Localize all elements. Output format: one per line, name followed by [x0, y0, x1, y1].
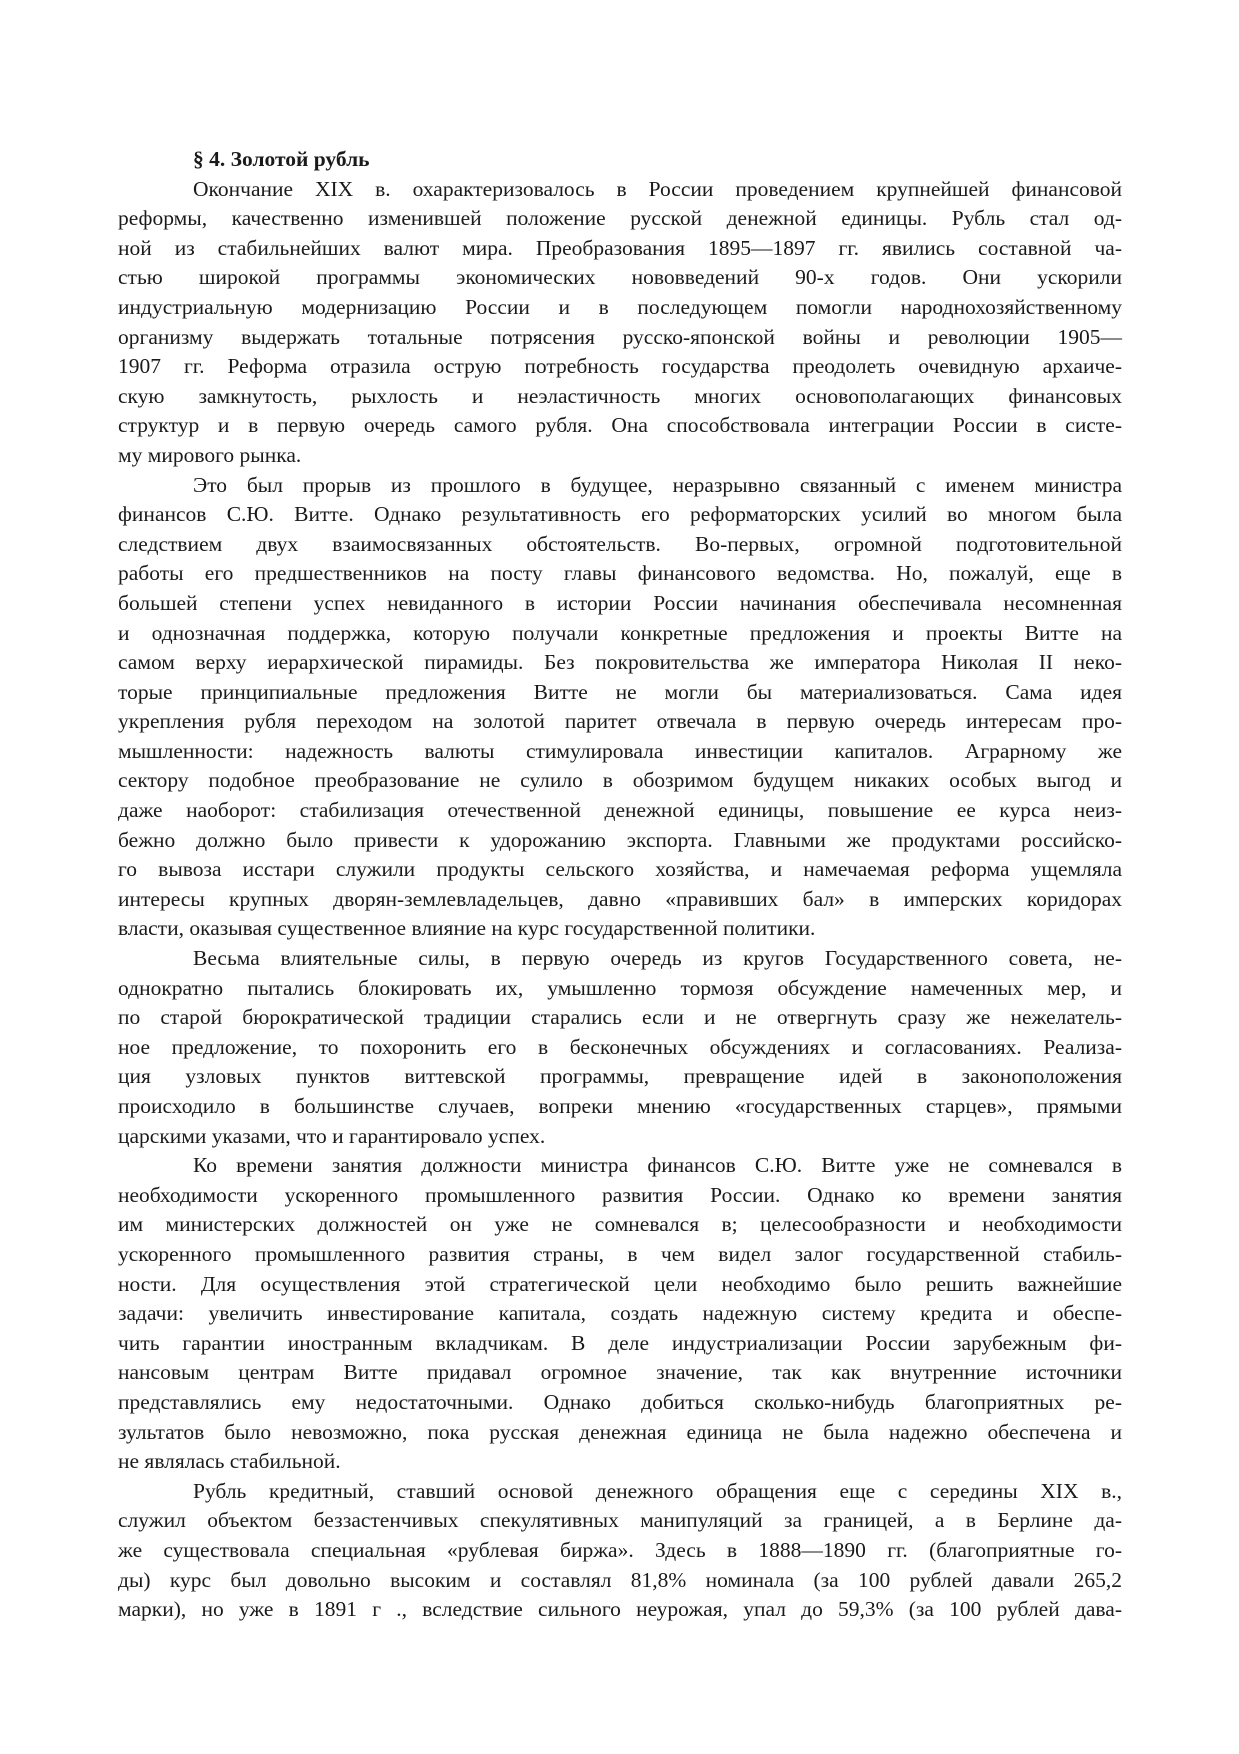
text-line: самом верху иерархической пирамиды. Без покровительства же императора Николая II неко-: [118, 650, 1122, 675]
document-page: [118, 145, 1122, 1625]
text-line: го вывоза исстари служили продукты сельского хозяйства, и намечаемая реформа ущемляла: [118, 857, 1122, 882]
text-line: власти, оказывая существенное влияние на курс государственной политики.: [118, 916, 816, 941]
section-heading: § 4. Золотой рубль: [193, 147, 370, 171]
text-line: работы его предшественников на посту главы финансового ведомства. Но, пожалуй, еще в: [118, 561, 1122, 586]
text-line: Весьма влиятельные силы, в первую очередь из кругов Государственного совета, не-: [193, 946, 1122, 971]
text-line: ды) курс был довольно высоким и составлял 81,8% номинала (за 100 рублей давали 265,2: [118, 1567, 1122, 1592]
text-line: следствием двух взаимосвязанных обстоятельств. Во-первых, огромной подготовительной: [118, 531, 1122, 556]
text-line: мышленности: надежность валюты стимулировала инвестиции капиталов. Аграрному же: [118, 738, 1122, 763]
text-line: Это был прорыв из прошлого в будущее, неразрывно связанный с именем министра: [193, 472, 1122, 497]
text-line: Рубль кредитный, ставший основой денежного обращения еще с середины XIX в.,: [193, 1478, 1122, 1503]
text-line: стью широкой программы экономических нововведений 90-х годов. Они ускорили: [118, 265, 1122, 290]
text-line: ной из стабильнейших валют мира. Преобразования 1895—1897 гг. явились составной ча-: [118, 235, 1122, 260]
text-line: им министерских должностей он уже не сомневался в; целесообразности и необходимости: [118, 1212, 1122, 1237]
text-line: торые принципиальные предложения Витте не могли бы материализоваться. Сама идея: [118, 679, 1122, 704]
text-line: финансов С.Ю. Витте. Однако результативность его реформаторских усилий во многом была: [118, 502, 1122, 527]
text-line: индустриальную модернизацию России и в последующем помогли народнохозяйственному: [118, 294, 1122, 319]
text-line: и однозначная поддержка, которую получали конкретные предложения и проекты Витте на: [118, 620, 1122, 645]
paragraph: [118, 1151, 1122, 1477]
text-line: служил объектом беззастенчивых спекулятивных манипуляций за границей, а в Берлине да-: [118, 1508, 1122, 1533]
text-line: однократно пытались блокировать их, умышленно тормозя обсуждение намеченных мер, и: [118, 975, 1122, 1000]
paragraph: [118, 471, 1122, 945]
text-line: ности. Для осуществления этой стратегической цели необходимо было решить важнейшие: [118, 1271, 1122, 1296]
text-line: скую замкнутость, рыхлость и неэластичность многих основополагающих финансовых: [118, 383, 1122, 408]
paragraph: [118, 1477, 1122, 1625]
text-line: зультатов было невозможно, пока русская денежная единица не была надежно обеспечена и: [118, 1419, 1122, 1444]
paragraph: [118, 944, 1122, 1151]
text-line: структур и в первую очередь самого рубля. Она способствовала интеграции России в систе-: [118, 413, 1122, 438]
text-line: необходимости ускоренного промышленного развития России. Однако ко времени занятия: [118, 1182, 1122, 1207]
text-line: чить гарантии иностранным вкладчикам. В деле индустриализации России зарубежным фи-: [118, 1330, 1122, 1355]
text-line: организму выдержать тотальные потрясения русско-японской войны и революции 1905—: [118, 324, 1122, 349]
text-line: нансовым центрам Витте придавал огромное значение, так как внутренние источники: [118, 1360, 1122, 1385]
text-line: ускоренного промышленного развития страны, в чем видел залог государственной стабиль-: [118, 1241, 1122, 1266]
text-line: не являлась стабильной.: [118, 1449, 341, 1474]
text-line: интересы крупных дворян-землевладельцев, давно «правивших бал» в имперских коридорах: [118, 886, 1122, 911]
body-text: [118, 175, 1122, 1625]
text-line: большей степени успех невиданного в истории России начинания обеспечивала несомненная: [118, 590, 1122, 615]
text-line: представлялись ему недостаточными. Однако добиться сколько-нибудь благоприятных ре-: [118, 1389, 1122, 1414]
text-line: укрепления рубля переходом на золотой паритет отвечала в первую очередь интересам про-: [118, 709, 1122, 734]
text-line: ное предложение, то похоронить его в бесконечных обсуждениях и согласованиях. Реализа-: [118, 1034, 1122, 1059]
text-line: реформы, качественно изменившей положение русской денежной единицы. Рубль стал од-: [118, 206, 1122, 231]
text-line: Ко времени занятия должности министра финансов С.Ю. Витте уже не сомневался в: [193, 1153, 1122, 1178]
text-line: задачи: увеличить инвестирование капитала, создать надежную систему кредита и обеспе-: [118, 1301, 1122, 1326]
text-line: сектору подобное преобразование не сулило в обозримом будущем никаких особых выгод и: [118, 768, 1122, 793]
text-line: марки), но уже в 1891 г ., вследствие сильного неурожая, упал до 59,3% (за 100 рублей дава-: [118, 1597, 1122, 1622]
text-line: ция узловых пунктов виттевской программы, превращение идей в законоположения: [118, 1064, 1122, 1089]
text-line: Окончание XIX в. охарактеризовалось в России проведением крупнейшей финансовой: [193, 176, 1122, 201]
text-line: бежно должно было привести к удорожанию экспорта. Главными же продуктами российско-: [118, 827, 1122, 852]
text-line: же существовала специальная «рублевая биржа». Здесь в 1888—1890 гг. (благоприятные го-: [118, 1537, 1122, 1562]
text-line: по старой бюрократической традиции старались если и не отвергнуть сразу же нежелатель-: [118, 1005, 1122, 1030]
text-line: даже наоборот: стабилизация отечественной денежной единицы, повышение ее курса неиз-: [118, 798, 1122, 823]
text-line: му мирового рынка.: [118, 442, 302, 467]
text-line: происходило в большинстве случаев, вопреки мнению «государственных старцев», прямыми: [118, 1094, 1122, 1118]
text-line: царскими указами, что и гарантировало успех.: [118, 1123, 546, 1148]
paragraph: [118, 175, 1122, 471]
text-line: 1907 гг. Реформа отразила острую потребность государства преодолеть очевидную архаиче-: [118, 354, 1122, 379]
